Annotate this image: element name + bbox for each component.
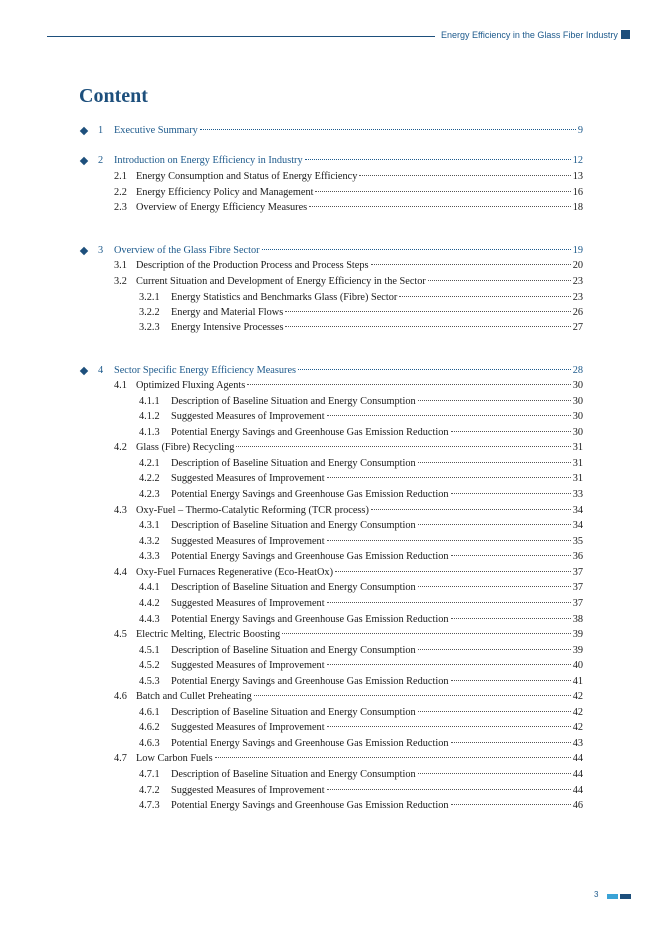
toc-entry-page: 39 <box>572 645 583 656</box>
toc-entry-page: 30 <box>572 411 583 422</box>
toc-entry-title: Description of Baseline Situation and Energy Consumption <box>171 645 416 656</box>
toc-entry-4-6-2[interactable] <box>139 721 583 734</box>
toc-entry-number: 4.1.1 <box>139 396 160 407</box>
toc-entry-4[interactable] <box>98 364 583 377</box>
dot-leader <box>327 415 571 416</box>
toc-entry-page: 12 <box>572 155 583 166</box>
toc-entry-title: Description of the Production Process and Process Steps <box>136 260 369 271</box>
dot-leader <box>451 742 571 743</box>
toc-entry-page: 42 <box>572 691 583 702</box>
toc-entry-title: Optimized Fluxing Agents <box>136 380 246 391</box>
dot-leader <box>247 384 570 385</box>
dot-leader <box>451 680 571 681</box>
dot-leader <box>236 446 570 447</box>
dot-leader <box>418 586 571 587</box>
toc-entry-title: Suggested Measures of Improvement <box>171 536 325 547</box>
toc-entry-title: Description of Baseline Situation and Energy Consumption <box>171 520 416 531</box>
toc-entry-title: Energy Efficiency Policy and Management <box>136 187 314 198</box>
toc-entry-number: 4.7 <box>114 753 127 764</box>
toc-entry-title: Electric Melting, Electric Boosting <box>136 629 281 640</box>
dot-leader <box>309 206 571 207</box>
dot-leader <box>262 249 571 250</box>
dot-leader <box>451 804 571 805</box>
toc-entry-1[interactable] <box>98 124 583 137</box>
diamond-bullet-icon <box>80 247 88 255</box>
dot-leader <box>254 695 571 696</box>
toc-entry-page: 44 <box>572 753 583 764</box>
toc-entry-title: Suggested Measures of Improvement <box>171 598 325 609</box>
toc-entry-title: Potential Energy Savings and Greenhouse Gas Emission Reduction <box>171 427 449 438</box>
toc-entry-title: Glass (Fibre) Recycling <box>136 442 235 453</box>
toc-entry-number: 4.5.1 <box>139 645 160 656</box>
toc-entry-title: Oxy-Fuel Furnaces Regenerative (Eco-HeatOx) <box>136 567 333 578</box>
toc-entry-page: 37 <box>572 567 583 578</box>
toc-entry-page: 36 <box>572 551 583 562</box>
toc-entry-number: 4.1.2 <box>139 411 160 422</box>
toc-entry-page: 30 <box>572 380 583 391</box>
toc-entry-page: 20 <box>572 260 583 271</box>
dot-leader <box>200 129 576 130</box>
toc-entry-number: 4.3.2 <box>139 536 160 547</box>
toc-entry-number: 4.7.3 <box>139 800 160 811</box>
dot-leader <box>418 711 571 712</box>
toc-entry-page: 28 <box>572 365 583 376</box>
toc-entry-4-5-2[interactable] <box>139 659 583 672</box>
toc-entry-4-6-1[interactable] <box>139 706 583 719</box>
toc-entry-page: 31 <box>572 473 583 484</box>
toc-entry-page: 16 <box>572 187 583 198</box>
dot-leader <box>315 191 570 192</box>
toc-entry-title: Energy Intensive Processes <box>171 322 284 333</box>
toc-entry-title: Description of Baseline Situation and Energy Consumption <box>171 707 416 718</box>
toc-entry-page: 18 <box>572 202 583 213</box>
toc-entry-page: 13 <box>572 171 583 182</box>
dot-leader <box>359 175 570 176</box>
toc-entry-2[interactable] <box>98 154 583 167</box>
toc-entry-page: 23 <box>572 292 583 303</box>
toc-entry-page: 38 <box>572 614 583 625</box>
toc-entry-number: 2.1 <box>114 171 127 182</box>
toc-entry-title: Sector Specific Energy Efficiency Measures <box>114 365 297 376</box>
toc-entry-number: 4.7.2 <box>139 785 160 796</box>
dot-leader <box>428 280 571 281</box>
toc-entry-4-7-2[interactable] <box>139 784 583 797</box>
toc-entry-title: Suggested Measures of Improvement <box>171 473 325 484</box>
toc-entry-page: 31 <box>572 442 583 453</box>
toc-entry-page: 46 <box>572 800 583 811</box>
header-rule <box>47 36 435 37</box>
dot-leader <box>399 296 570 297</box>
toc-entry-4-1-2[interactable] <box>139 410 583 423</box>
toc-entry-number: 2.2 <box>114 187 127 198</box>
toc-entry-4-5-3[interactable] <box>139 675 583 688</box>
toc-entry-4-3-2[interactable] <box>139 535 583 548</box>
toc-entry-number: 4.2.1 <box>139 458 160 469</box>
toc-entry-page: 30 <box>572 427 583 438</box>
footer-bar-dark <box>620 894 631 899</box>
toc-entry-number: 3.2 <box>114 276 127 287</box>
toc-entry-4-2[interactable] <box>114 441 583 454</box>
toc-entry-number: 4.3 <box>114 505 127 516</box>
toc-entry-4-7-3[interactable] <box>139 799 583 812</box>
diamond-bullet-icon <box>80 157 88 165</box>
header-square-mark <box>621 30 630 39</box>
toc-entry-title: Description of Baseline Situation and Energy Consumption <box>171 396 416 407</box>
toc-entry-number: 4.6.3 <box>139 738 160 749</box>
page-title: Content <box>79 85 148 107</box>
toc-entry-3-2[interactable] <box>114 275 583 288</box>
dot-leader <box>327 664 571 665</box>
toc-entry-2-2[interactable] <box>114 186 583 199</box>
toc-entry-number: 4.4.2 <box>139 598 160 609</box>
dot-leader <box>418 649 571 650</box>
toc-entry-number: 1 <box>98 125 104 136</box>
toc-entry-title: Suggested Measures of Improvement <box>171 660 325 671</box>
toc-entry-number: 4.3.1 <box>139 520 160 531</box>
footer-bar-light <box>607 894 618 899</box>
toc-entry-4-4[interactable] <box>114 566 583 579</box>
toc-entry-title: Suggested Measures of Improvement <box>171 722 325 733</box>
toc-entry-page: 26 <box>572 307 583 318</box>
toc-entry-number: 4.4 <box>114 567 127 578</box>
dot-leader <box>371 264 571 265</box>
toc-entry-page: 44 <box>572 769 583 780</box>
toc-entry-2-3[interactable] <box>114 201 583 214</box>
toc-entry-4-7[interactable] <box>114 752 583 765</box>
toc-entry-page: 35 <box>572 536 583 547</box>
toc-entry-title: Potential Energy Savings and Greenhouse Gas Emission Reduction <box>171 738 449 749</box>
toc-entry-number: 4 <box>98 365 104 376</box>
toc-entry-number: 4.4.3 <box>139 614 160 625</box>
toc-entry-number: 3.1 <box>114 260 127 271</box>
toc-entry-4-7-1[interactable] <box>139 768 583 781</box>
toc-entry-title: Current Situation and Development of Energy Efficiency in the Sector <box>136 276 426 287</box>
dot-leader <box>418 400 571 401</box>
toc-entry-4-4-2[interactable] <box>139 597 583 610</box>
toc-entry-3[interactable] <box>98 244 583 257</box>
toc-entry-4-6-3[interactable] <box>139 737 583 750</box>
toc-entry-4-5-1[interactable] <box>139 644 583 657</box>
dot-leader <box>327 477 571 478</box>
toc-entry-title: Executive Summary <box>114 125 198 136</box>
toc-entry-title: Low Carbon Fuels <box>136 753 213 764</box>
toc-entry-title: Suggested Measures of Improvement <box>171 411 325 422</box>
toc-entry-page: 44 <box>572 785 583 796</box>
toc-entry-title: Potential Energy Savings and Greenhouse Gas Emission Reduction <box>171 614 449 625</box>
dot-leader <box>451 555 571 556</box>
toc-entry-title: Energy Statistics and Benchmarks Glass (Fibre) Sector <box>171 292 398 303</box>
toc-entry-number: 4.1 <box>114 380 127 391</box>
dot-leader <box>418 462 571 463</box>
toc-entry-3-2-2[interactable] <box>139 306 583 319</box>
toc-entry-number: 4.5 <box>114 629 127 640</box>
toc-entry-title: Energy and Material Flows <box>171 307 284 318</box>
toc-entry-4-3-1[interactable] <box>139 519 583 532</box>
toc-entry-3-1[interactable] <box>114 259 583 272</box>
toc-entry-page: 40 <box>572 660 583 671</box>
toc-entry-title: Potential Energy Savings and Greenhouse Gas Emission Reduction <box>171 489 449 500</box>
toc-entry-title: Potential Energy Savings and Greenhouse Gas Emission Reduction <box>171 676 449 687</box>
dot-leader <box>327 789 571 790</box>
toc-entry-number: 4.5.2 <box>139 660 160 671</box>
toc-entry-title: Introduction on Energy Efficiency in Industry <box>114 155 303 166</box>
toc-entry-number: 3 <box>98 245 104 256</box>
toc-entry-number: 4.6.1 <box>139 707 160 718</box>
toc-entry-number: 4.2.3 <box>139 489 160 500</box>
toc-entry-title: Potential Energy Savings and Greenhouse Gas Emission Reduction <box>171 800 449 811</box>
toc-entry-title: Batch and Cullet Preheating <box>136 691 252 702</box>
toc-entry-number: 4.2.2 <box>139 473 160 484</box>
toc-entry-page: 43 <box>572 738 583 749</box>
toc-entry-page: 27 <box>572 322 583 333</box>
toc-entry-title: Suggested Measures of Improvement <box>171 785 325 796</box>
dot-leader <box>418 524 571 525</box>
page-number: 3 <box>594 890 599 899</box>
toc-entry-4-2-3[interactable] <box>139 488 583 501</box>
toc-entry-number: 4.4.1 <box>139 582 160 593</box>
toc-entry-page: 42 <box>572 722 583 733</box>
toc-entry-page: 30 <box>572 396 583 407</box>
toc-entry-number: 4.6.2 <box>139 722 160 733</box>
toc-entry-4-4-1[interactable] <box>139 581 583 594</box>
toc-entry-page: 34 <box>572 520 583 531</box>
dot-leader <box>285 311 571 312</box>
toc-entry-3-2-1[interactable] <box>139 291 583 304</box>
toc-entry-4-3[interactable] <box>114 504 583 517</box>
toc-entry-4-1[interactable] <box>114 379 583 392</box>
toc-entry-page: 37 <box>572 598 583 609</box>
dot-leader <box>451 493 571 494</box>
toc-entry-page: 31 <box>572 458 583 469</box>
toc-entry-title: Energy Consumption and Status of Energy Efficiency <box>136 171 358 182</box>
toc-entry-title: Description of Baseline Situation and Energy Consumption <box>171 458 416 469</box>
toc-entry-number: 4.6 <box>114 691 127 702</box>
toc-entry-title: Potential Energy Savings and Greenhouse Gas Emission Reduction <box>171 551 449 562</box>
toc-entry-title: Description of Baseline Situation and Energy Consumption <box>171 769 416 780</box>
dot-leader <box>305 159 571 160</box>
dot-leader <box>451 431 571 432</box>
toc-entry-4-1-1[interactable] <box>139 395 583 408</box>
toc-entry-title: Oxy-Fuel – Thermo-Catalytic Reforming (TCR process) <box>136 505 369 516</box>
toc-entry-number: 4.3.3 <box>139 551 160 562</box>
toc-entry-title: Overview of the Glass Fibre Sector <box>114 245 260 256</box>
toc-entry-page: 23 <box>572 276 583 287</box>
dot-leader <box>285 326 570 327</box>
dot-leader <box>215 757 571 758</box>
dot-leader <box>298 369 571 370</box>
dot-leader <box>371 509 571 510</box>
diamond-bullet-icon <box>80 127 88 135</box>
toc-entry-title: Description of Baseline Situation and Energy Consumption <box>171 582 416 593</box>
dot-leader <box>418 773 571 774</box>
toc-entry-4-2-2[interactable] <box>139 472 583 485</box>
toc-entry-number: 3.2.2 <box>139 307 160 318</box>
toc-entry-number: 4.2 <box>114 442 127 453</box>
dot-leader <box>327 602 571 603</box>
dot-leader <box>327 540 571 541</box>
running-header-title: Energy Efficiency in the Glass Fiber Industry <box>441 30 618 40</box>
toc-entry-page: 9 <box>577 125 583 136</box>
toc-entry-number: 4.1.3 <box>139 427 160 438</box>
diamond-bullet-icon <box>80 367 88 375</box>
toc-entry-number: 4.7.1 <box>139 769 160 780</box>
toc-entry-4-3-3[interactable] <box>139 550 583 563</box>
toc-entry-3-2-3[interactable] <box>139 321 583 334</box>
toc-entry-page: 42 <box>572 707 583 718</box>
toc-entry-page: 33 <box>572 489 583 500</box>
toc-entry-page: 19 <box>572 245 583 256</box>
toc-entry-4-5[interactable] <box>114 628 583 641</box>
dot-leader <box>282 633 571 634</box>
toc-entry-4-1-3[interactable] <box>139 426 583 439</box>
toc-entry-4-4-3[interactable] <box>139 613 583 626</box>
toc-entry-page: 41 <box>572 676 583 687</box>
toc-entry-number: 3.2.1 <box>139 292 160 303</box>
toc-entry-number: 3.2.3 <box>139 322 160 333</box>
toc-entry-page: 37 <box>572 582 583 593</box>
toc-entry-title: Overview of Energy Efficiency Measures <box>136 202 308 213</box>
toc-entry-2-1[interactable] <box>114 170 583 183</box>
dot-leader <box>335 571 571 572</box>
toc-entry-page: 34 <box>572 505 583 516</box>
toc-entry-number: 2.3 <box>114 202 127 213</box>
toc-entry-4-6[interactable] <box>114 690 583 703</box>
toc-entry-number: 4.5.3 <box>139 676 160 687</box>
toc-entry-number: 2 <box>98 155 104 166</box>
dot-leader <box>327 726 571 727</box>
toc-entry-4-2-1[interactable] <box>139 457 583 470</box>
dot-leader <box>451 618 571 619</box>
toc-entry-page: 39 <box>572 629 583 640</box>
